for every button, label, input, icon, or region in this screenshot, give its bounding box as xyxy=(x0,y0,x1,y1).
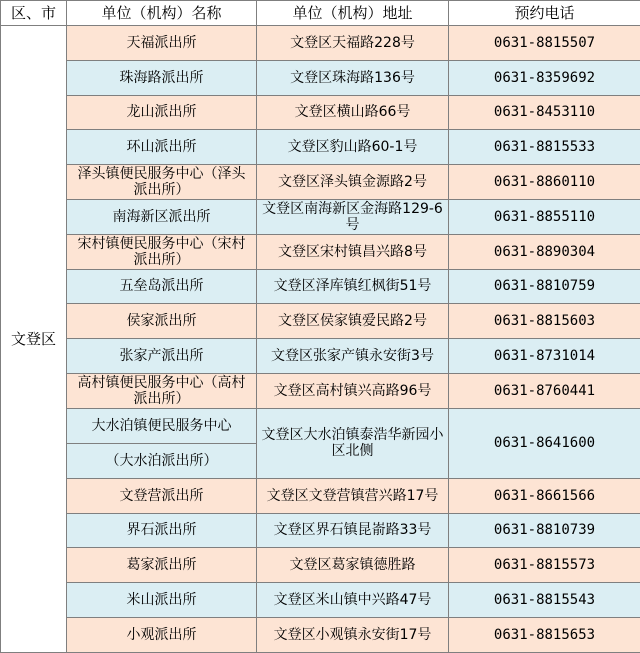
station-phone: 0631-8890304 xyxy=(449,234,640,269)
station-address: 文登区小观镇永安街17号 xyxy=(257,617,449,652)
header-phone: 预约电话 xyxy=(449,1,640,26)
station-name: 张家产派出所 xyxy=(67,339,257,374)
station-name: 小观派出所 xyxy=(67,617,257,652)
station-phone: 0631-8760441 xyxy=(449,373,640,408)
station-address: 文登区宋村镇昌兴路8号 xyxy=(257,234,449,269)
station-phone: 0631-8815573 xyxy=(449,548,640,583)
table-row xyxy=(1,199,640,234)
station-phone: 0631-8810759 xyxy=(449,269,640,304)
station-name: 文登营派出所 xyxy=(67,478,257,513)
table-row xyxy=(1,304,640,339)
station-address: 文登区珠海路136号 xyxy=(257,60,449,95)
station-phone: 0631-8453110 xyxy=(449,95,640,130)
table-row xyxy=(1,408,640,443)
station-address: 文登区南海新区金海路129-6号 xyxy=(257,199,449,234)
station-name: 侯家派出所 xyxy=(67,304,257,339)
station-address: 文登区侯家镇爱民路2号 xyxy=(257,304,449,339)
station-address: 文登区泽库镇红枫街51号 xyxy=(257,269,449,304)
station-phone: 0631-8359692 xyxy=(449,60,640,95)
station-name: 界石派出所 xyxy=(67,513,257,548)
station-name: 珠海路派出所 xyxy=(67,60,257,95)
table-row xyxy=(1,269,640,304)
table-row xyxy=(1,617,640,652)
station-address: 文登区文登营镇营兴路17号 xyxy=(257,478,449,513)
station-name: 南海新区派出所 xyxy=(67,199,257,234)
table-row xyxy=(1,165,640,200)
station-name-line1: 大水泊镇便民服务中心 xyxy=(67,408,257,443)
station-phone: 0631-8815603 xyxy=(449,304,640,339)
table-row xyxy=(1,373,640,408)
station-address: 文登区泽头镇金源路2号 xyxy=(257,165,449,200)
station-name: 天福派出所 xyxy=(67,26,257,61)
station-name: 高村镇便民服务中心（高村派出所） xyxy=(67,373,257,408)
station-name: 泽头镇便民服务中心（泽头派出所） xyxy=(67,165,257,200)
station-address: 文登区高村镇兴高路96号 xyxy=(257,373,449,408)
station-phone: 0631-8860110 xyxy=(449,165,640,200)
station-phone: 0631-8731014 xyxy=(449,339,640,374)
station-name: 环山派出所 xyxy=(67,130,257,165)
station-address: 文登区天福路228号 xyxy=(257,26,449,61)
station-name: 宋村镇便民服务中心（宋村派出所） xyxy=(67,234,257,269)
table-row xyxy=(1,26,640,61)
station-address: 文登区葛家镇德胜路 xyxy=(257,548,449,583)
station-phone: 0631-8855110 xyxy=(449,199,640,234)
station-name: 五垒岛派出所 xyxy=(67,269,257,304)
station-address: 文登区横山路66号 xyxy=(257,95,449,130)
header-name: 单位（机构）名称 xyxy=(67,1,257,26)
station-address: 文登区大水泊镇泰浩华新园小区北侧 xyxy=(257,408,449,478)
header-row xyxy=(1,1,640,26)
table-row xyxy=(1,478,640,513)
table-row xyxy=(1,548,640,583)
table-row xyxy=(1,339,640,374)
table-row xyxy=(1,234,640,269)
header-region: 区、市 xyxy=(1,1,67,26)
table-row xyxy=(1,513,640,548)
station-name-line2: （大水泊派出所） xyxy=(67,443,257,478)
table-row xyxy=(1,130,640,165)
table-row xyxy=(1,60,640,95)
table-row xyxy=(1,95,640,130)
station-phone: 0631-8815653 xyxy=(449,617,640,652)
station-address: 文登区界石镇昆嵛路33号 xyxy=(257,513,449,548)
station-phone: 0631-8815533 xyxy=(449,130,640,165)
station-phone: 0631-8661566 xyxy=(449,478,640,513)
table-row xyxy=(1,583,640,618)
station-phone: 0631-8810739 xyxy=(449,513,640,548)
station-name: 葛家派出所 xyxy=(67,548,257,583)
region-cell: 文登区 xyxy=(1,26,67,653)
header-address: 单位（机构）地址 xyxy=(257,1,449,26)
station-address: 文登区张家产镇永安街3号 xyxy=(257,339,449,374)
station-address: 文登区豹山路60-1号 xyxy=(257,130,449,165)
station-phone: 0631-8815543 xyxy=(449,583,640,618)
station-phone: 0631-8815507 xyxy=(449,26,640,61)
station-address: 文登区米山镇中兴路47号 xyxy=(257,583,449,618)
station-name: 米山派出所 xyxy=(67,583,257,618)
station-phone: 0631-8641600 xyxy=(449,408,640,478)
station-name: 龙山派出所 xyxy=(67,95,257,130)
